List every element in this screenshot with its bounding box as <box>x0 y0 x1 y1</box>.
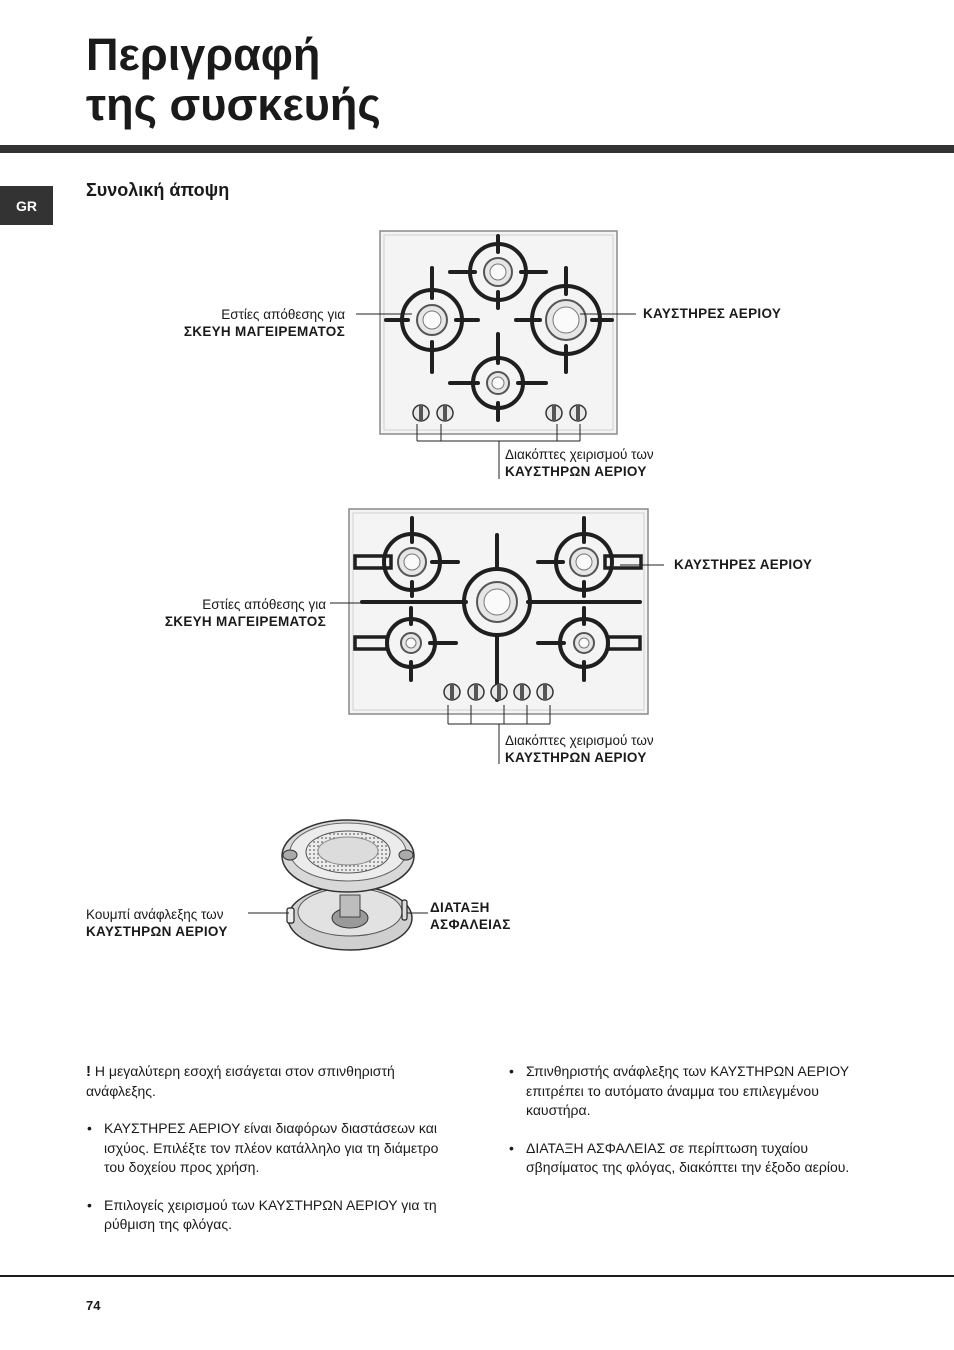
notes-left-column <box>86 1062 458 1253</box>
note-bullet: • ΚΑΥΣΤΗΡΕΣ ΑΕΡΙΟΥ είναι διαφόρων διαστάσεων και ισχύος. Επιλέξτε τον πλέον κατάλληλο για τη διάμετρο του δοχείου προς χρήση. <box>86 1119 458 1178</box>
hob-5-burner <box>330 509 664 764</box>
ignition-button-label-line2: ΚΑΥΣΤΗΡΩΝ ΑΕΡΙΟΥ <box>86 924 228 939</box>
ignition-plug-icon <box>287 908 294 923</box>
safety-device-label <box>430 899 511 933</box>
control-knob <box>437 405 453 421</box>
control-knobs-label-line2: ΚΑΥΣΤΗΡΩΝ ΑΕΡΙΟΥ <box>505 750 647 765</box>
control-knob <box>491 684 507 700</box>
control-knobs-label-line1: Διακόπτες χειρισμού των <box>505 733 654 748</box>
ignition-button-label <box>86 906 228 940</box>
control-knob <box>546 405 562 421</box>
control-knob <box>468 684 484 700</box>
pan-supports-label <box>165 596 326 630</box>
burner-top-right <box>570 548 598 576</box>
burner-cap <box>318 837 378 865</box>
pan-supports-label-line2: ΣΚΕΥΗ ΜΑΓΕΙΡΕΜΑΤΟΣ <box>164 614 326 629</box>
spreader-tab-left <box>283 850 297 860</box>
burner-top-left <box>398 548 426 576</box>
control-knob <box>570 405 586 421</box>
section-heading: Συνολική άποψη <box>86 180 230 200</box>
safety-device-label-line2: ΑΣΦΑΛΕΙΑΣ <box>430 917 511 932</box>
hob-4-burner <box>356 231 636 479</box>
gas-burners-label: ΚΑΥΣΤΗΡΕΣ ΑΕΡΙΟΥ <box>674 557 813 572</box>
warning-mark: ! <box>86 1063 91 1080</box>
burner-left <box>417 305 447 335</box>
burner-bottom-left <box>401 633 421 653</box>
control-knobs-label <box>505 732 654 766</box>
safety-thermocouple-icon <box>402 900 407 920</box>
note-bullet: • Επιλογείς χειρισμού των ΚΑΥΣΤΗΡΩΝ ΑΕΡΙΟΥ για τη ρύθμιση της φλόγας. <box>86 1196 458 1235</box>
page-title-line2: της συσκευής <box>86 79 381 130</box>
page-title-line1: Περιγραφή <box>86 29 321 80</box>
gas-burners-label: ΚΑΥΣΤΗΡΕΣ ΑΕΡΙΟΥ <box>643 306 782 321</box>
control-knob <box>413 405 429 421</box>
burner-top <box>484 258 512 286</box>
burner-exploded-view <box>248 820 428 950</box>
pan-supports-label-line2: ΣΚΕΥΗ ΜΑΓΕΙΡΕΜΑΤΟΣ <box>183 324 345 339</box>
pan-supports-label <box>184 306 345 340</box>
control-knobs-label <box>505 446 654 480</box>
control-knobs-label-line2: ΚΑΥΣΤΗΡΩΝ ΑΕΡΙΟΥ <box>505 464 647 479</box>
footer-divider <box>0 1275 954 1277</box>
notes-right-column <box>508 1062 868 1196</box>
burner-bottom <box>487 372 509 394</box>
language-tab-label: GR <box>16 197 37 214</box>
burner-bottom-right <box>574 633 594 653</box>
page-number: 74 <box>86 1298 101 1313</box>
safety-device-label-line1: ΔΙΑΤΑΞΗ <box>430 900 490 915</box>
pan-supports-label-line1: Εστίες απόθεσης για <box>221 307 345 322</box>
note-bullet: • Σπινθηριστής ανάφλεξης των ΚΑΥΣΤΗΡΩΝ ΑΕΡΙΟΥ επιτρέπει το αυτόματο άναμμα του επιλεγμένου καυστήρα. <box>508 1062 868 1121</box>
burner-right <box>546 300 586 340</box>
warning-note <box>86 1062 458 1101</box>
warning-text: Η μεγαλύτερη εσοχή εισάγεται στον σπινθηριστή ανάφλεξης. <box>86 1063 395 1099</box>
control-knob <box>444 684 460 700</box>
pan-supports-label-line1: Εστίες απόθεσης για <box>202 597 326 612</box>
ignition-button-label-line1: Κουμπί ανάφλεξης των <box>86 907 224 922</box>
burner-center <box>477 582 517 622</box>
note-bullet: • ΔΙΑΤΑΞΗ ΑΣΦΑΛΕΙΑΣ σε περίπτωση τυχαίου σβησίματος της φλόγας, διακόπτει την έξοδο αερίου. <box>508 1139 868 1178</box>
burner-throat <box>340 895 360 917</box>
control-knob <box>537 684 553 700</box>
spreader-tab-right <box>399 850 413 860</box>
control-knob <box>514 684 530 700</box>
control-knobs-label-line1: Διακόπτες χειρισμού των <box>505 447 654 462</box>
